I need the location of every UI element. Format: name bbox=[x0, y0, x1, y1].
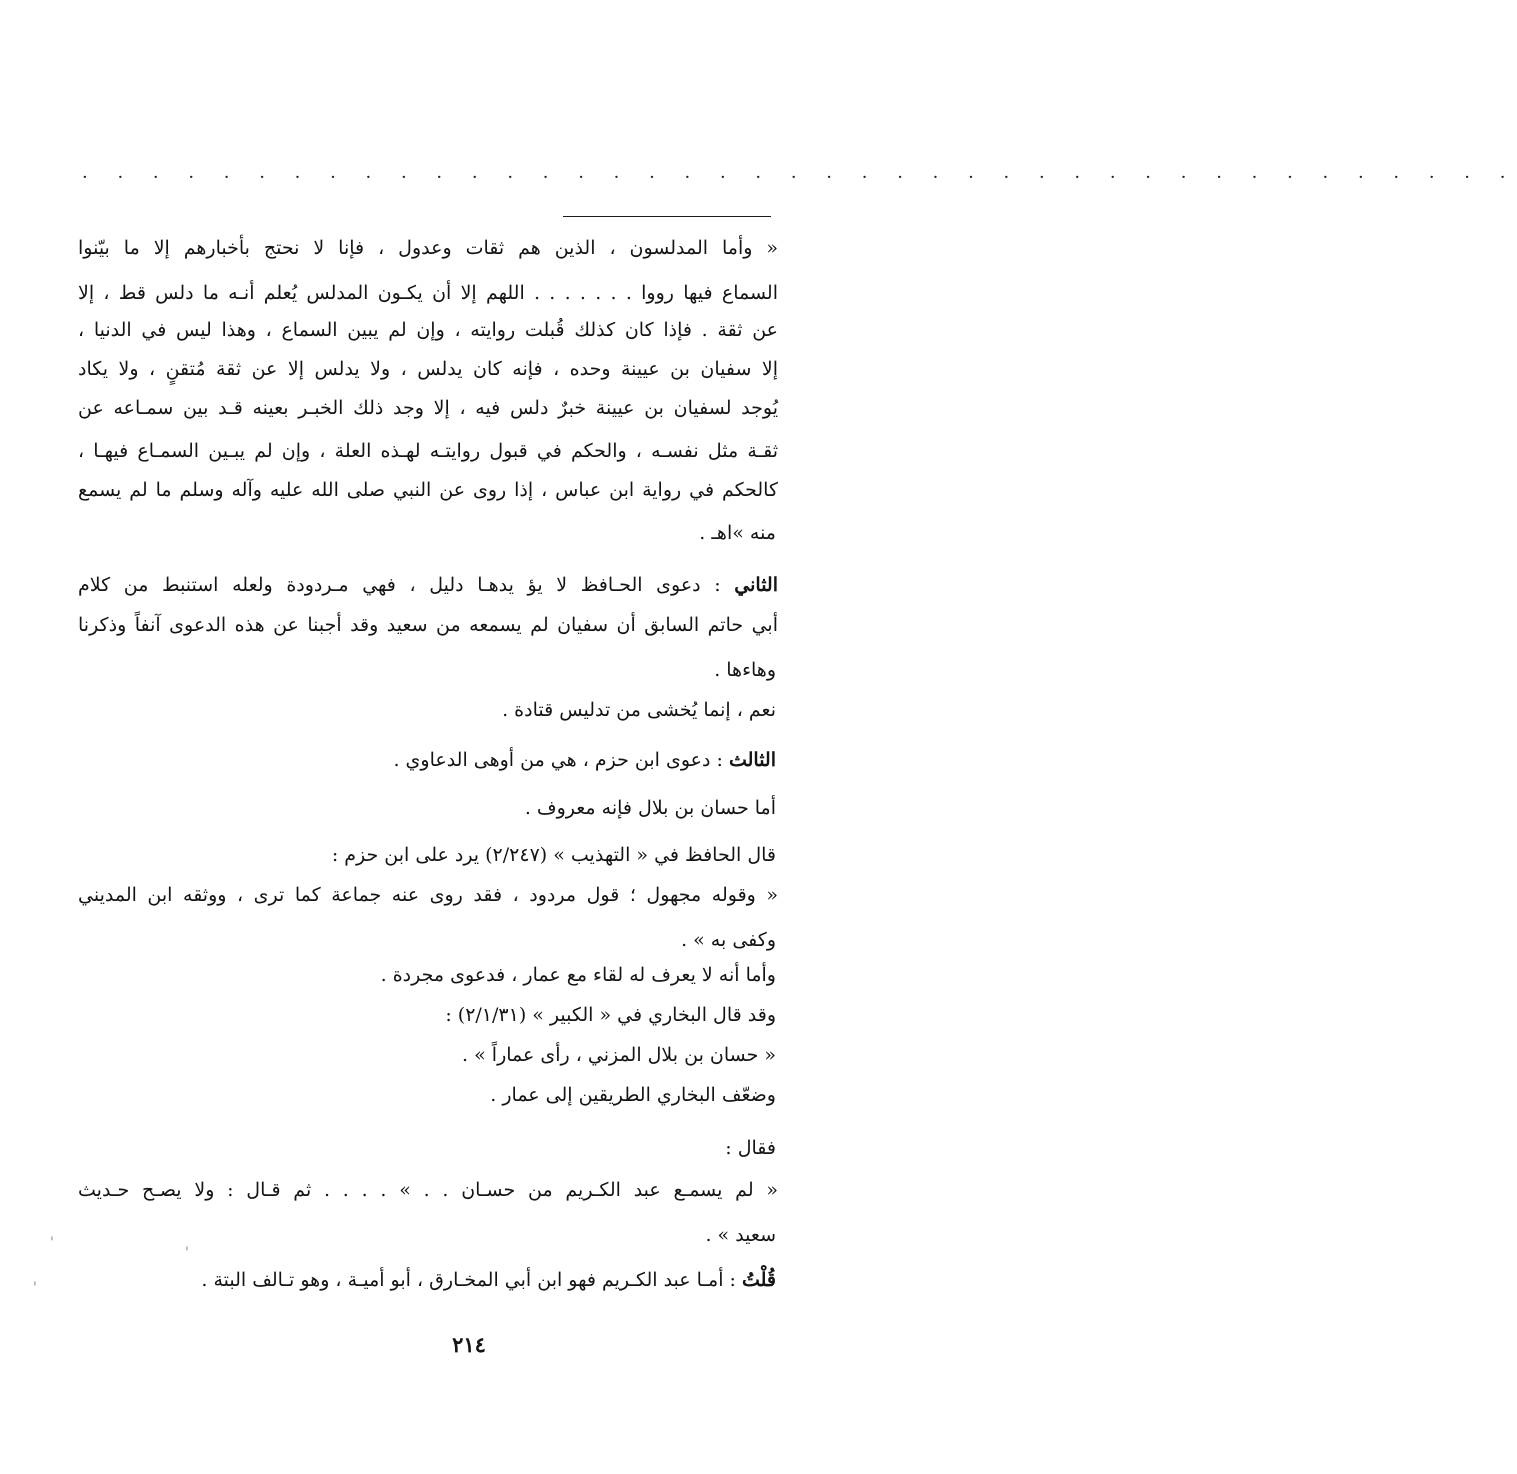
text-line: « وقوله مجهول ؛ قول مردود ، فقد روى عنه جماعة كما ترى ، ووثقه ابن المديني bbox=[78, 884, 778, 906]
text-line: السماع فيها رووا . . . . . . . اللهم إلا أن يكـون المدلس يُعلم أنـه ما دلس قط ، إلا bbox=[78, 282, 778, 304]
text-line: أما حسان بن بلال فإنه معروف . bbox=[524, 797, 776, 819]
text-line: قال الحافظ في « التهذيب » (٢/٢٤٧) يرد على ابن حزم : bbox=[331, 844, 776, 866]
text-line-second: الثاني : دعوى الحـافظ لا يؤ يدهـا دليل ، فهي مـردودة ولعله استنبط من كلام bbox=[78, 574, 778, 596]
text-line-qultu: قُلْتُ : أمـا عبد الكـريم فهو ابن أبي المخـارق ، أبو أميـة ، وهو تـالف البتة . bbox=[201, 1269, 776, 1291]
page-number: ٢١٤ bbox=[452, 1332, 486, 1357]
text-line: وأما أنه لا يعرف له لقاء مع عمار ، فدعوى مجردة . bbox=[380, 964, 776, 986]
text-line: فقال : bbox=[725, 1137, 776, 1159]
text-line: يُوجد لسفيان بن عيينة خبرٌ دلس فيه ، إلا وجد ذلك الخبـر بعينه قـد بين سمـاعه عن bbox=[78, 397, 778, 419]
text-line: ثقـة مثل نفسـه ، والحكم في قبول روايتـه لهـذه العلة ، وإن لم يبـين السمـاع فيهـا ، bbox=[78, 440, 778, 462]
text-line: سعيد » . bbox=[705, 1224, 776, 1246]
text-line: منه »اهـ . bbox=[699, 522, 776, 544]
text-line: كالحكم في رواية ابن عباس ، إذا روى عن النبي صلى الله عليه وآله وسلم ما لم يسمع bbox=[78, 479, 778, 501]
scan-mark: ' bbox=[33, 1280, 37, 1296]
label-second: الثاني bbox=[734, 574, 778, 596]
scan-mark: ' bbox=[50, 1235, 54, 1251]
text-line: « لم يسمـع عبد الكـريم من حسـان . . » . . . . ثم قـال : ولا يصـح حـديث bbox=[78, 1179, 778, 1201]
text-line: إلا سفيان بن عيينة وحده ، فإنه كان يدلس ، ولا يدلس إلا عن ثقة مُتقنٍ ، ولا يكاد bbox=[78, 358, 778, 380]
label-third: الثالث bbox=[728, 749, 776, 771]
footnote-rule bbox=[563, 216, 771, 217]
label-qultu: قُلْتُ bbox=[741, 1269, 776, 1291]
text-line: وضعّف البخاري الطريقين إلى عمار . bbox=[490, 1084, 776, 1106]
text-line: أبي حاتم السابق أن سفيان لم يسمعه من سعيد وقد أجبنا عن هذه الدعوى آنفاً وذكرنا bbox=[78, 614, 778, 636]
text-line: « وأما المدلسون ، الذين هم ثقات وعدول ، فإنا لا نحتج بأخبارهم إلا ما بيّنوا bbox=[78, 237, 778, 259]
text-line: عن ثقة . فإذا كان كذلك قُبلت روايته ، وإن لم يبين السماع ، وهذا ليس في الدنيا ، bbox=[78, 319, 778, 341]
text-line: وكفى به » . bbox=[681, 929, 776, 951]
text-line: نعم ، إنما يُخشى من تدليس قتادة . bbox=[502, 699, 776, 721]
text-line: وهاءها . bbox=[714, 659, 776, 681]
scan-mark: ' bbox=[185, 1245, 189, 1261]
text-line: وقد قال البخاري في « الكبير » (٢/١/٣١) : bbox=[445, 1004, 776, 1026]
text-line-third: الثالث : دعوى ابن حزم ، هي من أوهى الدعاوي . bbox=[393, 749, 776, 771]
text-line: « حسان بن بلال المزني ، رأى عماراً » . bbox=[462, 1044, 776, 1066]
dotted-separator: · · · · · · · · · · · · · · · · · · · · · · · · · · · · · · · · · · · · · · · · · bbox=[82, 167, 1517, 188]
